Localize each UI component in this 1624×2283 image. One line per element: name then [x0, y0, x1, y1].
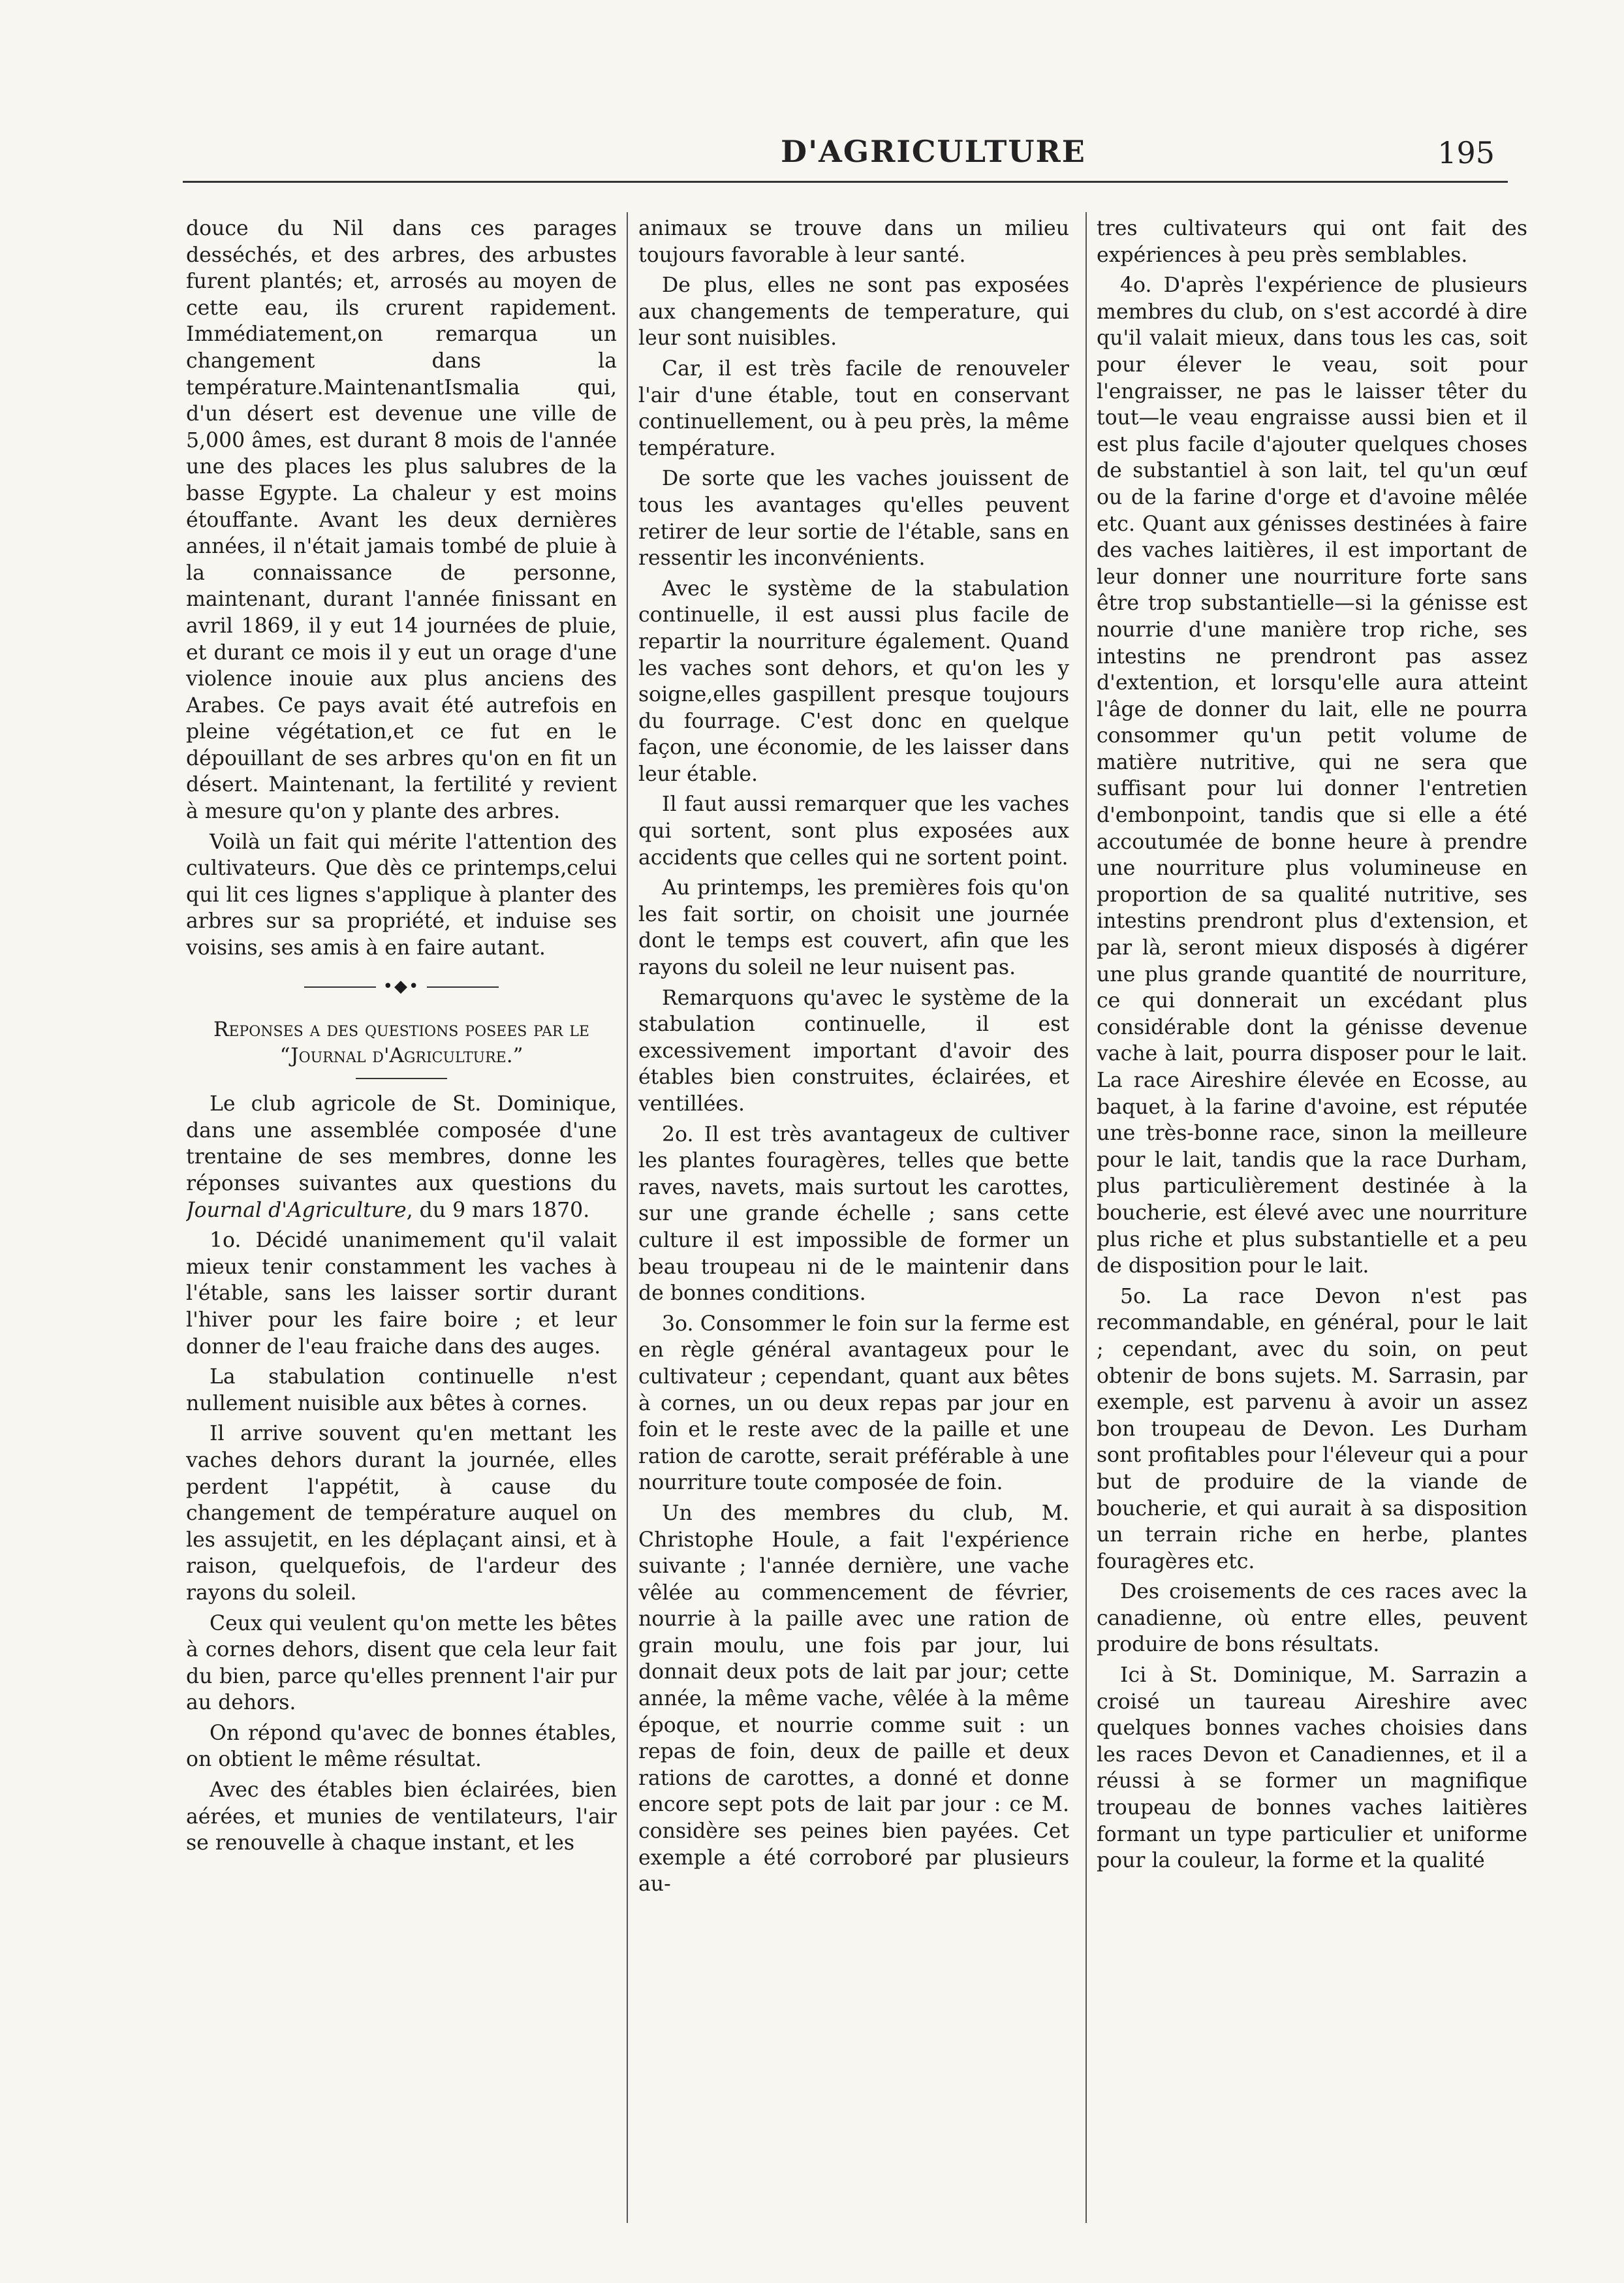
paragraph: Avec le système de la stabulation continuelle, il est aussi plus facile de repartir la nourriture également. Quand les vaches sont dehors, et qu'on les y soigne,elles gaspillent presque toujours du fourrage. C'est donc en quelque façon, une économie, de les laisser dans leur étable. [638, 576, 1069, 786]
ornament-glyph: •◆• [383, 976, 420, 996]
paragraph: 3o. Consommer le foin sur la ferme est en règle général avantageux pour le cultivateur ; cependant, quant aux bêtes à cornes, un ou deux repas par jour en foin et le reste avec de la paille et une ration de carotte, serait préférable à une nourriture toute composée de foin. [638, 1312, 1069, 1495]
page-number: 195 [1437, 135, 1495, 170]
paragraph: Il faut aussi remarquer que les vaches qui sortent, sont plus exposées aux accidents que celles qui ne sortent point. [638, 793, 1069, 870]
column-1 [186, 215, 617, 2226]
paragraph: La stabulation continuelle n'est nullement nuisible aux bêtes à cornes. [186, 1365, 617, 1415]
column-divider-1 [627, 212, 628, 2223]
column-3 [1097, 215, 1527, 2226]
paragraph: Car, il est très facile de renouveler l'air d'une étable, tout en conservant continuellement, ou à peu près, la même température. [638, 356, 1069, 460]
paragraph-text: , du 9 mars 1870. [406, 1198, 590, 1222]
page-header [183, 134, 1508, 186]
paragraph: Remarquons qu'avec le système de la stabulation continuelle, il est excessivement important d'avoir des étables bien construites, éclairées, et ventillées. [638, 986, 1069, 1116]
paragraph: Voilà un fait qui mérite l'attention des cultivateurs. Que dès ce printemps,celui qui lit ces lignes s'applique à planter des arbres sur sa propriété, et induise ses voisins, ses amis à en faire autant. [186, 830, 617, 960]
running-title: D'AGRICULTURE [781, 134, 1086, 169]
paragraph: 2o. Il est très avantageux de cultiver les plantes fouragères, telles que bette raves, navets, mais surtout les carottes, sur une grande échelle ; sans cette culture il est impossible de former un beau troupeau ni de le maintenir dans de bonnes conditions. [638, 1122, 1069, 1306]
heading-rule [356, 1078, 447, 1079]
ornament-rule [427, 986, 499, 988]
paragraph: Un des membres du club, M. Christophe Houle, a fait l'expérience suivante ; l'année dernière, une vache vêlée au commencement de février, nourrie à la paille avec une ration de grain moulu, une fois par jour, lui donnait deux pots de lait par jour; cette année, la même vache, vêlée à la même époque, et nourrie comme suit : un repas de foin, deux de paille et deux rations de carottes, a donné et donne encore sept pots de lait par jour : ce M. considère ses peines bien payées. Cet exemple a été corroboré par plusieurs au- [638, 1501, 1069, 1897]
paragraph: Il arrive souvent qu'en mettant les vaches dehors durant la journée, elles perdent l'appétit, à cause du changement de température auquel on les assujetit, en les déplaçant ainsi, et à raison, quelquefois, de l'ardeur des rayons du soleil. [186, 1422, 617, 1605]
section-heading: Reponses a des questions posees par le “Journal d'Agriculture.” [213, 1018, 589, 1068]
paragraph: Des croisements de ces races avec la canadienne, où entre elles, peuvent produire de bons résultats. [1097, 1580, 1527, 1657]
paragraph: On répond qu'avec de bonnes étables, on obtient le même résultat. [186, 1721, 617, 1772]
paragraph: tres cultivateurs qui ont fait des expériences à peu près semblables. [1097, 217, 1527, 267]
paragraph: 1o. Décidé unanimement qu'il valait mieux tenir constamment les vaches à l'étable, sans les laisser sortir durant l'hiver pour les faire boire ; et leur donner de l'eau fraiche dans des auges. [186, 1229, 617, 1359]
paragraph: 5o. La race Devon n'est pas recommandable, en général, pour le lait ; cependant, avec du soin, on peut obtenir de bons sujets. M. Sarrasin, par exemple, est parvenu à avoir un assez bon troupeau de Devon. Les Durham sont profitables pour l'éleveur qui a pour but de produire de la viande de boucherie, et qui aurait à sa disposition un terrain riche en herbe, plantes fouragères etc. [1097, 1284, 1527, 1573]
column-2 [638, 215, 1069, 2226]
paragraph-text: Le club agricole de St. Dominique, dans une assemblée composée d'une trentaine de ses membres, donne les réponses suivantes aux questions du [186, 1092, 617, 1195]
section-ornament [186, 973, 617, 1000]
paragraph: 4o. D'après l'expérience de plusieurs membres du club, on s'est accordé à dire qu'il valait mieux, dans tous les cas, soit pour élever le veau, soit pour l'engraisser, ne pas le laisser têter du tout—le veau engraisse aussi bien et il est plus facile d'ajouter quelques choses de substantiel à son lait, tel qu'un œuf ou de la farine d'orge et d'avoine mêlée etc. Quant aux génisses destinées à faire des vaches laitières, il est important de leur donner une nourriture forte sans être trop substantielle—si la génisse est nourrie d'une manière trop riche, ses intestins ne prendront pas assez d'extention, et lorsqu'elle aura atteint l'âge de donner du lait, elle ne pourra consommer qu'un petit volume de matière nutritive, qui ne sera que suffisant pour lui donner l'entretien d'embonpoint, tandis que si elle a été accoutumée de bonne heure à prendre une nourriture plus volumineuse en proportion de sa qualité nutritive, ses intestins prendront plus d'extension, et par là, seront mieux disposés à digérer une plus grande quantité de nourriture, ce qui donnerait un excédant plus considérable dont la génisse devenue vache à lait, pourra disposer pour le lait. La race Aireshire élevée en Ecosse, au baquet, à la farine d'avoine, est réputée une très-bonne race, sinon la meilleure pour le lait, tandis que la race Durham, plus particulièrement destinée à la boucherie, est élevé avec une nourriture plus riche et plus substantielle et a peu de disposition pour le lait. [1097, 274, 1527, 1278]
paragraph: animaux se trouve dans un milieu toujours favorable à leur santé. [638, 217, 1069, 267]
paragraph: Ici à St. Dominique, M. Sarrazin a croisé un taureau Aireshire avec quelques bonnes vaches choisies dans les races Devon et Canadiennes, et il a réussi à se former un magnifique troupeau de bonnes vaches laitières formant un type particulier et uniforme pour la couleur, la forme et la qualité [1097, 1663, 1527, 1873]
column-divider-2 [1085, 212, 1087, 2223]
paragraph: douce du Nil dans ces parages desséchés, et des arbres, des arbustes furent plantés; et, arrosés au moyen de cette eau, ils crurent rapidement. Immédiatement,on remarqua un changement dans la température.MaintenantIsmalia qui, d'un désert est devenue une ville de 5,000 âmes, est durant 8 mois de l'année une des places les plus salubres de la basse Egypte. La chaleur y est moins étouffante. Avant les deux dernières années, il n'était jamais tombé de pluie à la connaissance de personne, maintenant, durant l'année finissant en avril 1869, il y eut 14 journées de pluie, et durant ce mois il y eut un orage d'une violence inouie aux plus anciens des Arabes. Ce pays avait été autrefois en pleine végétation,et ce fut en le dépouillant de ses arbres qu'on en fit un désert. Maintenant, la fertilité y revient à mesure qu'on y plante des arbres. [186, 217, 617, 824]
ornament-rule [304, 986, 376, 988]
paragraph [186, 1091, 617, 1223]
paragraph: De plus, elles ne sont pas exposées aux changements de temperature, qui leur sont nuisibles. [638, 274, 1069, 351]
paragraph: De sorte que les vaches jouissent de tous les avantages qu'elles peuvent retirer de leur sortie de l'étable, sans en ressentir les inconvénients. [638, 467, 1069, 571]
paragraph: Avec des étables bien éclairées, bien aérées, et munies de ventilateurs, l'air se renouvelle à chaque instant, et les [186, 1778, 617, 1855]
header-rule [183, 181, 1508, 183]
journal-title: Journal d'Agriculture [186, 1198, 407, 1222]
paragraph: Au printemps, les premières fois qu'on les fait sortir, on choisit une journée dont le temps est couvert, afin que les rayons du soleil ne leur nuisent pas. [638, 876, 1069, 980]
paragraph: Ceux qui veulent qu'on mette les bêtes à cornes dehors, disent que cela leur fait du bien, parce qu'elles prennent l'air pur au dehors. [186, 1611, 617, 1715]
